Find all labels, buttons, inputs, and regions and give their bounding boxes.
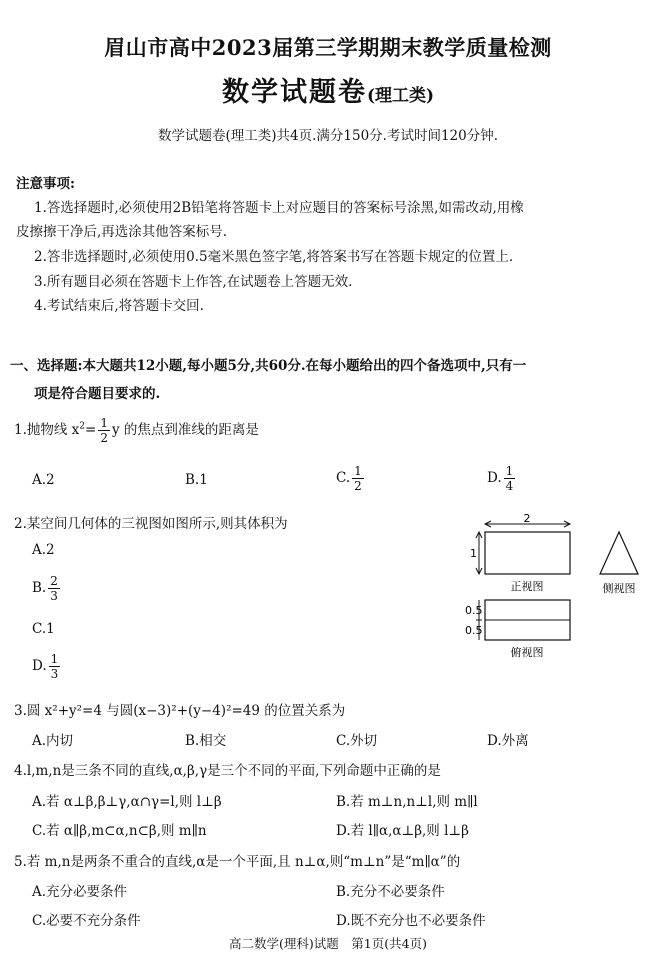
top-view (465, 600, 570, 659)
q3-option-b: B.相交 (185, 733, 227, 749)
q2-d-num: 1 (50, 652, 59, 666)
q5-option-d: D.既不充分也不必要条件 (336, 913, 486, 929)
q2-b-num: 2 (50, 574, 58, 588)
q4-option-d: D.若 l∥α,α⊥β,则 l⊥β (336, 823, 469, 839)
top-dim-b: 0.5 (465, 624, 483, 637)
q1-fraction (98, 416, 110, 445)
exam-title: 眉山市高中2023届第三学期期末教学质量检测 (104, 35, 552, 60)
q1-option-a: A.2 (32, 472, 55, 488)
q3-option-c: C.外切 (336, 733, 378, 749)
question-1-stem (14, 416, 259, 445)
q4-option-a: A.若 α⊥β,β⊥γ,α∩γ=l,则 l⊥β (32, 794, 222, 810)
page-footer: 高二数学(理科)试题 第1页(共4页) (229, 936, 427, 951)
notice-item-1-line-1: 1.答选择题时,必须使用2B铅笔将答题卡上对应题目的答案标号涂黑,如需改动,用橡 (34, 200, 524, 216)
q1-d-den: 4 (505, 479, 514, 493)
q4-option-b: B.若 m⊥n,n⊥l,则 m∥l (336, 794, 478, 810)
notice-item-2: 2.答非选择题时,必须使用0.5毫米黑色签字笔,将答案书写在答题卡规定的位置上. (34, 249, 514, 265)
q2-b-den: 3 (50, 589, 58, 603)
exam-subtitle (0, 70, 656, 109)
q4-option-c: C.若 α∥β,m⊂α,n⊂β,则 m∥n (32, 823, 207, 839)
q2-option-c: C.1 (32, 621, 55, 637)
q2-option-b (32, 574, 62, 603)
front-width-label: 2 (523, 512, 531, 525)
q2-option-a: A.2 (32, 542, 55, 558)
q2-d-den: 3 (50, 667, 59, 681)
q1-c-frac (352, 464, 364, 493)
q5-option-a: A.充分必要条件 (32, 884, 128, 900)
exam-info: 数学试题卷(理工类)共4页.满分150分.考试时间120分钟. (157, 128, 499, 144)
q1-option-c (336, 464, 366, 493)
q2-d-label: D. (32, 658, 47, 674)
notice-heading: 注意事项: (16, 176, 75, 192)
q1-c-label: C. (336, 470, 351, 486)
front-view (470, 512, 570, 593)
q1-option-d (487, 464, 517, 493)
q1-d-label: D. (487, 470, 502, 486)
three-view-figure (455, 512, 650, 662)
q3-option-a: A.内切 (32, 733, 74, 749)
q2-b-label: B. (32, 580, 47, 596)
q2-b-frac (48, 574, 60, 603)
q1-exp: 2 (79, 421, 86, 432)
q1-option-b: B.1 (185, 472, 208, 488)
notice-item-4: 4.考试结束后,将答题卡交回. (34, 298, 204, 314)
q1-c-num: 1 (354, 464, 362, 478)
question-3-stem: 3.圆 x²+y²=4 与圆(x−3)²+(y−4)²=49 的位置关系为 (14, 703, 346, 719)
q1-d-frac (504, 464, 516, 493)
question-4-stem: 4.l,m,n是三条不同的直线,α,β,γ是三个不同的平面,下列命题中正确的是 (14, 763, 441, 779)
q5-option-b: B.充分不必要条件 (336, 884, 445, 900)
question-2-stem: 2.某空间几何体的三视图如图所示,则其体积为 (14, 516, 288, 532)
side-view-label: 侧视图 (602, 582, 636, 595)
q1-frac-num: 1 (100, 416, 108, 430)
q1-d-num: 1 (505, 464, 514, 478)
subtitle-tag: (理工类) (366, 86, 435, 106)
notice-item-3: 3.所有题目必须在答题卡上作答,在试题卷上答题无效. (34, 274, 353, 290)
q5-option-c: C.必要不充分条件 (32, 913, 141, 929)
subtitle-text: 数学试题卷 (221, 77, 367, 108)
q1-c-den: 2 (354, 479, 362, 493)
q1-pre: 1.抛物线 x (14, 422, 80, 438)
q1-frac-den: 2 (100, 431, 108, 445)
q2-d-frac (49, 652, 61, 681)
side-view (600, 532, 638, 595)
front-height-label: 1 (470, 547, 477, 560)
top-view-label: 俯视图 (510, 646, 544, 659)
notice-item-1-line-2: 皮擦擦干净后,再选涂其他答案标号. (16, 224, 228, 240)
front-view-label: 正视图 (510, 580, 544, 593)
q1-post: y 的焦点到准线的距离是 (111, 422, 259, 438)
q1-eq: = (85, 422, 97, 438)
top-dim-a: 0.5 (465, 604, 483, 617)
section-heading-line-2: 项是符合题目要求的. (34, 386, 161, 402)
q2-option-d (32, 652, 62, 681)
section-heading-line-1: 一、选择题:本大题共12小题,每小题5分,共60分.在每小题给出的四个备选项中,只有一 (10, 358, 527, 374)
q3-option-d: D.外离 (487, 733, 529, 749)
question-5-stem: 5.若 m,n是两条不重合的直线,α是一个平面,且 n⊥α,则“m⊥n”是“m∥α”的 (14, 854, 461, 870)
